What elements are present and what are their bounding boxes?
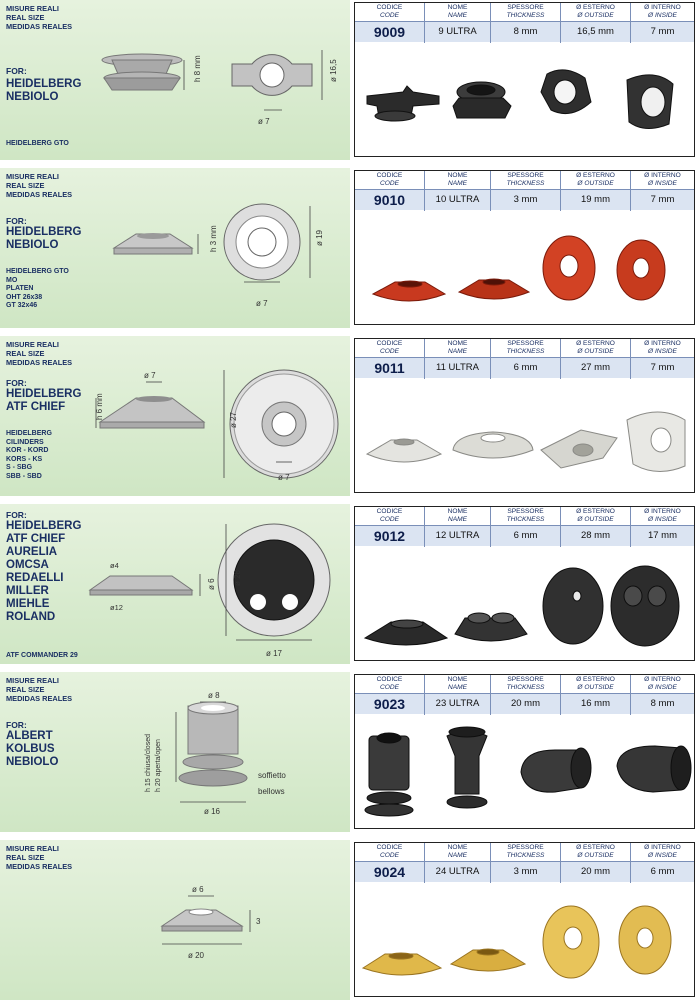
- dim-height: h 8 mm: [193, 55, 202, 82]
- drawing-panel: [0, 672, 350, 832]
- technical-drawing: [0, 168, 350, 328]
- machine-list: HEIDELBERG CILINDERS KOR - KORD KORS - KS S - SBG SBB - SBD: [6, 430, 52, 480]
- dim-inner: ø 7: [256, 299, 268, 308]
- size-note: MISURE REALI REAL SIZE MEDIDAS REALES: [6, 4, 73, 31]
- label-bellows-it: soffietto: [258, 771, 286, 780]
- size-note: MISURE REALI REAL SIZE MEDIDAS REALES: [6, 676, 73, 703]
- product-outside: 27 mm: [561, 358, 630, 378]
- product-thickness: 3 mm: [491, 862, 560, 882]
- product-card: [354, 842, 695, 997]
- product-photo: [355, 548, 694, 660]
- technical-drawing: [0, 0, 350, 160]
- product-code: 9010: [355, 190, 424, 210]
- product-outside: 19 mm: [561, 190, 630, 210]
- label-bellows-en: bellows: [258, 787, 285, 796]
- product-code: 9012: [355, 526, 424, 546]
- machine-list: ATF COMMANDER 29: [6, 652, 78, 659]
- dim-inner: ø 8: [208, 691, 220, 700]
- side-view: [114, 225, 218, 254]
- brand-list: HEIDELBERG ATF CHIEF: [6, 388, 82, 413]
- side-view: [102, 54, 202, 90]
- for-label: FOR:: [6, 216, 27, 226]
- product-row-9010: [0, 168, 700, 328]
- product-inside: 6 mm: [631, 862, 694, 882]
- size-note: MISURE REALI REAL SIZE MEDIDAS REALES: [6, 844, 73, 871]
- product-outside: 20 mm: [561, 862, 630, 882]
- machine-list: HEIDELBERG GTO: [6, 140, 69, 147]
- dim-height: 3: [256, 917, 261, 926]
- product-card: [354, 506, 695, 661]
- spec-table: CODICE CODE 9010 NOME NAME 10 ULTRA SPESSORE THICKNESS 3 mm Ø ESTERNO Ø OUTSIDE 19 mm Ø INTERNO Ø INSIDE 7 mm: [355, 171, 694, 211]
- product-inside: 7 mm: [631, 358, 694, 378]
- product-card: [354, 338, 695, 493]
- top-view: [224, 370, 338, 482]
- side-view: [145, 691, 286, 816]
- product-thickness: 3 mm: [491, 190, 560, 210]
- for-label: FOR:: [6, 510, 27, 520]
- dim-inner: ø 7: [258, 117, 270, 126]
- product-row-9011: [0, 336, 700, 496]
- side-view: [90, 561, 216, 612]
- product-photo: [355, 44, 694, 156]
- product-card: [354, 170, 695, 325]
- brand-list: HEIDELBERG ATF CHIEF AURELIA OMCSA REDAELLI MILLER MIEHLE ROLAND: [6, 520, 82, 623]
- product-thickness: 6 mm: [491, 526, 560, 546]
- product-row-9009: [0, 0, 700, 160]
- dim-height-closed: h 15 chiusa/closed: [145, 734, 152, 792]
- product-name: 23 ULTRA: [425, 694, 490, 714]
- drawing-panel: [0, 840, 350, 1000]
- drawing-panel: [0, 336, 350, 496]
- size-note: MISURE REALI REAL SIZE MEDIDAS REALES: [6, 340, 73, 367]
- dim-height-open: h 20 aperta/open: [155, 739, 162, 792]
- dim-outer: ø 28: [233, 569, 242, 586]
- dim-outer: ø 20: [188, 951, 205, 960]
- brand-list: HEIDELBERG NEBIOLO: [6, 226, 82, 251]
- dim-hole: ø 7: [144, 371, 156, 380]
- product-thickness: 6 mm: [491, 358, 560, 378]
- for-label: FOR:: [6, 378, 27, 388]
- top-view: [224, 204, 324, 308]
- product-outside: 28 mm: [561, 526, 630, 546]
- spec-table: CODICE CODE 9023 NOME NAME 23 ULTRA SPESSORE THICKNESS 20 mm Ø ESTERNO Ø OUTSIDE 16 mm Ø INTERNO Ø INSIDE 8 mm: [355, 675, 694, 715]
- product-row-9023: [0, 672, 700, 832]
- product-card: [354, 2, 695, 157]
- product-photo: [355, 212, 694, 324]
- product-row-9024: [0, 840, 700, 1000]
- spec-table: CODICE CODE 9012 NOME NAME 12 ULTRA SPESSORE THICKNESS 6 mm Ø ESTERNO Ø OUTSIDE 28 mm Ø INTERNO Ø INSIDE 17 mm: [355, 507, 694, 547]
- product-code: 9009: [355, 22, 424, 42]
- spec-table: CODICE CODE 9024 NOME NAME 24 ULTRA SPESSORE THICKNESS 3 mm Ø ESTERNO Ø OUTSIDE 20 mm Ø INTERNO Ø INSIDE 6 mm: [355, 843, 694, 883]
- product-code: 9011: [355, 358, 424, 378]
- product-inside: 7 mm: [631, 190, 694, 210]
- dim-outer: ø 19: [315, 229, 324, 246]
- product-photo: [355, 884, 694, 996]
- product-inside: 7 mm: [631, 22, 694, 42]
- size-note: MISURE REALI REAL SIZE MEDIDAS REALES: [6, 172, 73, 199]
- product-card: [354, 674, 695, 829]
- product-photo: [355, 380, 694, 492]
- drawing-panel: [0, 168, 350, 328]
- dim-bottom: ø12: [110, 603, 123, 612]
- technical-drawing: [0, 504, 350, 664]
- product-inside: 17 mm: [631, 526, 694, 546]
- dim-outer: ø 16,5: [329, 59, 338, 82]
- dim-height: h 6 mm: [95, 393, 104, 420]
- dim-outer: ø 27: [229, 411, 238, 428]
- dim-inner: ø 6: [192, 885, 204, 894]
- product-name: 10 ULTRA: [425, 190, 490, 210]
- product-outside: 16,5 mm: [561, 22, 630, 42]
- product-name: 11 ULTRA: [425, 358, 490, 378]
- product-name: 12 ULTRA: [425, 526, 490, 546]
- product-outside: 16 mm: [561, 694, 630, 714]
- brand-list: ALBERT KOLBUS NEBIOLO: [6, 730, 59, 768]
- product-inside: 8 mm: [631, 694, 694, 714]
- product-name: 9 ULTRA: [425, 22, 490, 42]
- technical-drawing: [0, 840, 350, 1000]
- technical-drawing: [0, 672, 350, 832]
- dim-height: ø 6: [207, 578, 216, 590]
- product-code: 9023: [355, 694, 424, 714]
- for-label: FOR:: [6, 720, 27, 730]
- spec-table: CODICE CODE 9009 NOME NAME 9 ULTRA SPESSORE THICKNESS 8 mm Ø ESTERNO Ø OUTSIDE 16,5 mm Ø INTERNO Ø INSIDE 7 mm: [355, 3, 694, 43]
- side-view: [95, 371, 204, 428]
- product-photo: [355, 716, 694, 828]
- top-view: [232, 50, 338, 126]
- dim-inner: ø 17: [266, 649, 283, 658]
- for-label: FOR:: [6, 66, 27, 76]
- product-thickness: 20 mm: [491, 694, 560, 714]
- dim-height: h 3 mm: [209, 225, 218, 252]
- dim-inner: ø 7: [278, 473, 290, 482]
- dim-top: ø4: [110, 561, 119, 570]
- product-code: 9024: [355, 862, 424, 882]
- drawing-panel: [0, 0, 350, 160]
- product-row-9012: [0, 504, 700, 664]
- brand-list: HEIDELBERG NEBIOLO: [6, 78, 82, 103]
- technical-drawing: [0, 336, 350, 496]
- side-view: [162, 885, 261, 960]
- drawing-panel: [0, 504, 350, 664]
- top-view: [218, 524, 330, 658]
- machine-list: HEIDELBERG GTO MO PLATEN OHT 26x38 GT 32x46: [6, 268, 69, 309]
- spec-table: CODICE CODE 9011 NOME NAME 11 ULTRA SPESSORE THICKNESS 6 mm Ø ESTERNO Ø OUTSIDE 27 mm Ø INTERNO Ø INSIDE 7 mm: [355, 339, 694, 379]
- product-name: 24 ULTRA: [425, 862, 490, 882]
- product-thickness: 8 mm: [491, 22, 560, 42]
- dim-outer: ø 16: [204, 807, 221, 816]
